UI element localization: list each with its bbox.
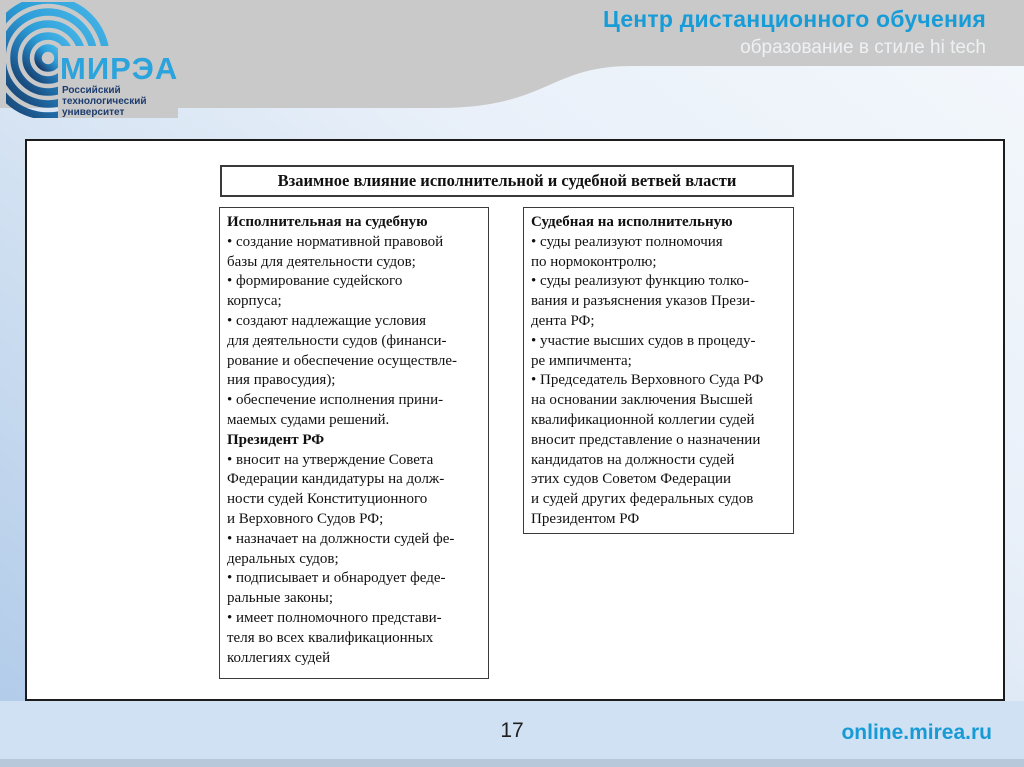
column-text-line: • Председатель Верховного Суда РФ (531, 372, 764, 389)
site-link[interactable]: online.mirea.ru (841, 721, 992, 744)
column-text-line: дента РФ; (531, 312, 595, 329)
slide-content-box (25, 139, 1005, 701)
column-text-line: Президентом РФ (531, 510, 640, 527)
column-text-line: на основании заключения Высшей (531, 392, 753, 409)
column-text-line: кандидатов на должности судей (531, 451, 735, 468)
column-text-line: деральных судов; (227, 550, 339, 567)
column-text-line: и Верховного Судов РФ; (227, 510, 384, 527)
column-text-line: корпуса; (227, 293, 282, 310)
mirea-logo (6, 2, 178, 118)
column-text-line: ния правосудия); (227, 372, 336, 389)
column-text-line: ральные законы; (227, 590, 334, 607)
column-subheader-line: Исполнительная на судебную (227, 214, 428, 230)
column-text-line: Федерации кандидатуры на долж- (227, 471, 445, 488)
header-subtitle: образование в стиле hi tech (740, 37, 986, 58)
column-text-line: и судей других федеральных судов (531, 491, 754, 508)
column-text-line: этих судов Советом Федерации (531, 471, 732, 488)
slide-title-box (220, 165, 794, 197)
column-text-line: • создают надлежащие условия (227, 312, 427, 329)
column-subheader-line: Президент РФ (227, 431, 325, 448)
column-text-line: квалификационной коллегии судей (531, 411, 755, 428)
column-executive-on-judicial (219, 207, 489, 679)
page-number: 17 (500, 719, 524, 742)
column-text-line: • суды реализуют функцию толко- (531, 273, 749, 290)
column-text-line: • обеспечение исполнения прини- (227, 392, 444, 409)
column-text-line: • участие высших судов в процеду- (531, 332, 756, 349)
footer (0, 701, 1024, 767)
header-text-block (603, 6, 986, 59)
column-text-line: • суды реализуют полномочия (531, 233, 723, 250)
column-text-line: для деятельности судов (финанси- (227, 332, 447, 349)
column-text-line: ре импичмента; (531, 352, 632, 369)
column-text-line: вания и разъяснения указов Прези- (531, 293, 756, 310)
column-text-line: маемых судами решений. (227, 411, 390, 428)
svg-text:университет: университет (62, 107, 125, 118)
column-subheader-line: Судебная на исполнительную (531, 214, 733, 230)
column-text-line: • создание нормативной правовой (227, 233, 444, 250)
column-text-line: по нормоконтролю; (531, 253, 657, 270)
column-text-line: коллегиях судей (227, 649, 331, 666)
header-title: Центр дистанционного обучения (603, 6, 986, 32)
column-text-line: • формирование судейского (227, 273, 403, 290)
column-text-line: базы для деятельности судов; (227, 253, 416, 270)
column-text-line: • назначает на должности судей фе- (227, 530, 455, 547)
column-text-line: вносит представление о назначении (531, 431, 761, 448)
column-text-line: теля во всех квалификационных (227, 629, 434, 646)
column-text-line: рование и обеспечение осуществле- (227, 352, 458, 369)
svg-text:технологический: технологический (62, 96, 147, 107)
column-text-line: • вносит на утверждение Совета (227, 451, 434, 468)
svg-text:Российский: Российский (62, 85, 121, 96)
column-text-line: • подписывает и обнародует феде- (227, 570, 446, 587)
column-text-line: ности судей Конституционного (227, 491, 428, 508)
logo-brand-text: МИРЭА (60, 51, 178, 86)
column-text-line: • имеет полномочного представи- (227, 609, 442, 626)
column-judicial-on-executive (523, 207, 794, 534)
slide-title: Взаимное влияние исполнительной и судебной ветвей власти (277, 171, 737, 190)
footer-bottom-strip (0, 759, 1024, 767)
